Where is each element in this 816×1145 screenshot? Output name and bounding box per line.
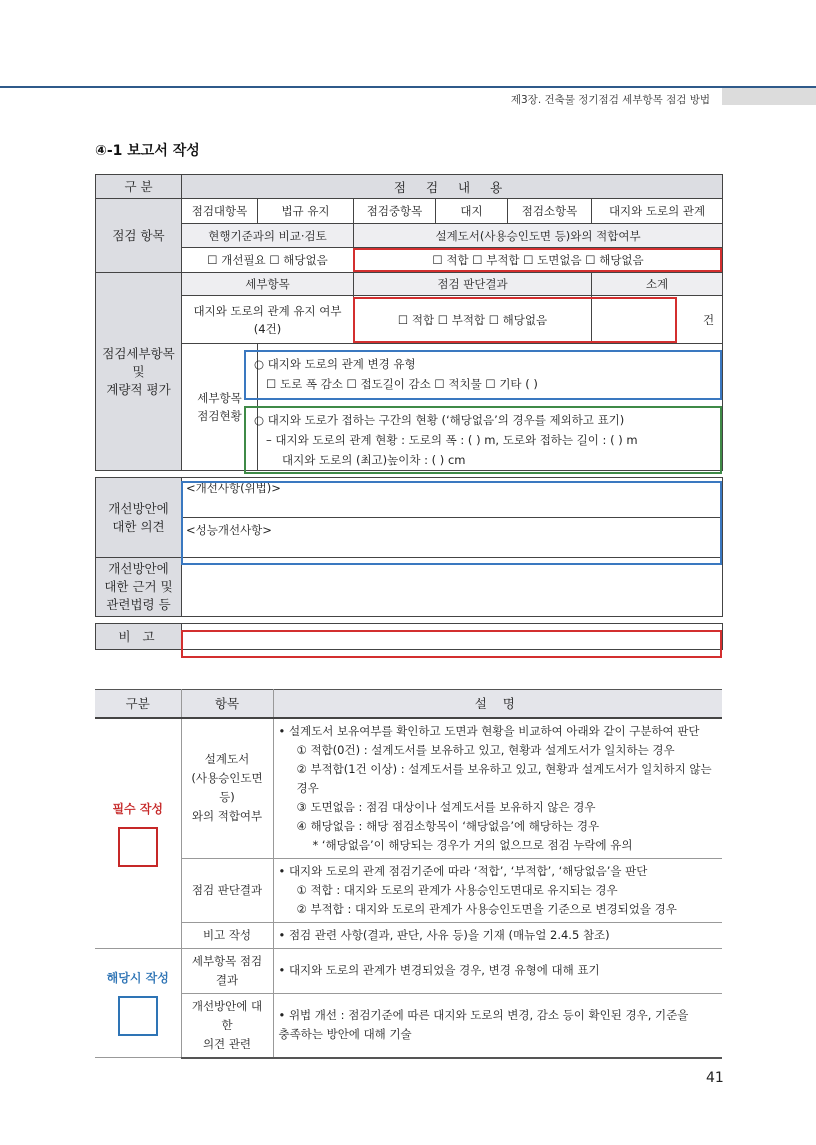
design-bullet: • 설계도서 보유여부를 확인하고 도면과 현황을 비교하여 아래와 같이 구분하여 판단 [278,723,700,738]
result-col-header: 점검 판단결과 [354,273,592,296]
design-case-1: ① 적합(0건) : 설계도서를 보유하고 있고, 현황과 설계도서가 일치하는 경우 [296,742,675,757]
detail-name: 대지와 도로의 관계 유지 여부 [193,303,342,318]
col-category-header: 구 분 [96,175,182,199]
section-title: ④-1 보고서 작성 [95,143,200,159]
design-item: 설계도서 (사용승인도면 등) 와의 적합여부 [181,718,273,859]
subtotal-col-header: 소계 [592,273,723,296]
improve-desc: • 위법 개선 : 점검기준에 따른 대지와 도로의 변경, 감소 등이 확인된 경우, 기준을 충족하는 방안에 대해 기술 [273,993,722,1058]
chapter-header: 제3장. 건축물 정기점검 세부항목 점검 방법 [510,94,710,106]
remarks-content[interactable] [182,624,723,650]
detail-name-cell [182,296,354,344]
optional-label: 해당시 작성 [106,971,169,986]
minor-item-value: 대지와 도로의 관계 [592,199,723,224]
optional-marker [118,996,158,1036]
remark-desc: • 점검 관련 사항(결과, 판단, 사유 등)을 기재 (매뉴얼 2.4.5 참조) [273,922,722,948]
detail-eval-label: 점검세부항목 및 계량적 평가 [96,273,182,471]
optional-cell [95,948,181,1058]
major-item-value: 법규 유지 [258,199,354,224]
change-type-options[interactable]: ☐ 도로 폭 감소 ☐ 접도길이 감소 ☐ 적치물 ☐ 기타 ( ) [266,377,538,391]
improve-item: 개선방안에 대한 의견 관련 [181,993,273,1058]
road-status-line1[interactable]: – 대지와 도로의 관계 현황 : 도로의 폭 : ( ) m, 도로와 접하는 길이 : ( ) m [266,433,638,447]
compare-options[interactable]: ☐ 개선필요 ☐ 해당없음 [182,248,354,273]
result-bullet: • 대지와 도로의 관계 점검기준에 따라 ‘적합’, ‘부적합’, ‘해당없음’을 판단 [278,863,648,878]
required-label: 필수 작성 [112,801,164,816]
result-case-2: ② 부적합 : 대지와 도로의 관계가 사용승인도면을 기준으로 변경되었을 경우 [296,901,677,916]
improvement-performance[interactable]: <성능개선사항> [182,518,723,558]
design-case-4: ④ 해당없음 : 해당 점검소항목이 ‘해당없음’에 해당하는 경우 [296,818,600,833]
header-rule [0,86,816,88]
design-case-2: ② 부적합(1건 이상) : 설계도서를 보유하고 있고, 현황과 설계도서가 일치하지 않는 경우 [296,761,712,795]
basis-label: 개선방안에 대한 근거 및 관련법령 등 [96,558,182,617]
page-number: 41 [706,1070,724,1086]
required-marker [118,827,158,867]
remarks-label: 비 고 [96,624,182,650]
major-item-label: 점검대항목 [182,199,258,224]
remark-item: 비고 작성 [181,922,273,948]
detail-desc: • 대지와 도로의 관계가 변경되었을 경우, 변경 유형에 대해 표기 [273,948,722,993]
mid-item-value: 대지 [436,199,508,224]
header-tab-bar [722,88,816,105]
result-options[interactable]: ☐ 적합 ☐ 부적합 ☐ 해당없음 [354,296,592,344]
detail-count: (4건) [253,321,282,336]
road-status-title: ○ 대지와 도로가 접하는 구간의 현황 (‘해당없음’의 경우를 제외하고 표기) [254,413,625,427]
col-content-header: 점 검 내 용 [182,175,723,199]
design-case-3: ③ 도면없음 : 점검 대상이나 설계도서를 보유하지 않은 경우 [296,799,596,814]
guide-table [95,689,722,1059]
mid-item-label: 점검중항목 [354,199,436,224]
improvement-violation[interactable]: <개선사항(위법)> [182,478,723,518]
status-label: 세부항목 점검현황 [182,344,258,471]
guide-col-desc: 설 명 [273,690,722,718]
guide-col-item: 항목 [181,690,273,718]
required-cell [95,718,181,949]
design-note: * ‘해당없음’이 해당되는 경우가 거의 없으므로 점검 누락에 유의 [312,837,633,852]
basis-content[interactable] [182,558,723,617]
result-item: 점검 판단결과 [181,858,273,922]
detail-item: 세부항목 점검 결과 [181,948,273,993]
guide-col-category: 구분 [95,690,181,718]
design-desc [273,718,722,859]
change-type-title: ○ 대지와 도로의 관계 변경 유형 [254,357,416,371]
detail-col-header: 세부항목 [182,273,354,296]
inspection-item-label: 점검 항목 [96,199,182,273]
minor-item-label: 점검소항목 [508,199,592,224]
subtotal-unit: 건 [592,296,723,344]
fit-label: 설계도서(사용승인도면 등)와의 적합여부 [354,224,723,248]
fit-options[interactable]: ☐ 적합 ☐ 부적합 ☐ 도면없음 ☐ 해당없음 [354,248,723,273]
improvement-label: 개선방안에 대한 의견 [96,478,182,558]
result-case-1: ① 적합 : 대지와 도로의 관계가 사용승인도면대로 유지되는 경우 [296,882,618,897]
compare-label: 현행기준과의 비교·검토 [182,224,354,248]
road-status-line2[interactable]: 대지와 도로의 (최고)높이차 : ( ) cm [282,453,466,467]
result-desc [273,858,722,922]
